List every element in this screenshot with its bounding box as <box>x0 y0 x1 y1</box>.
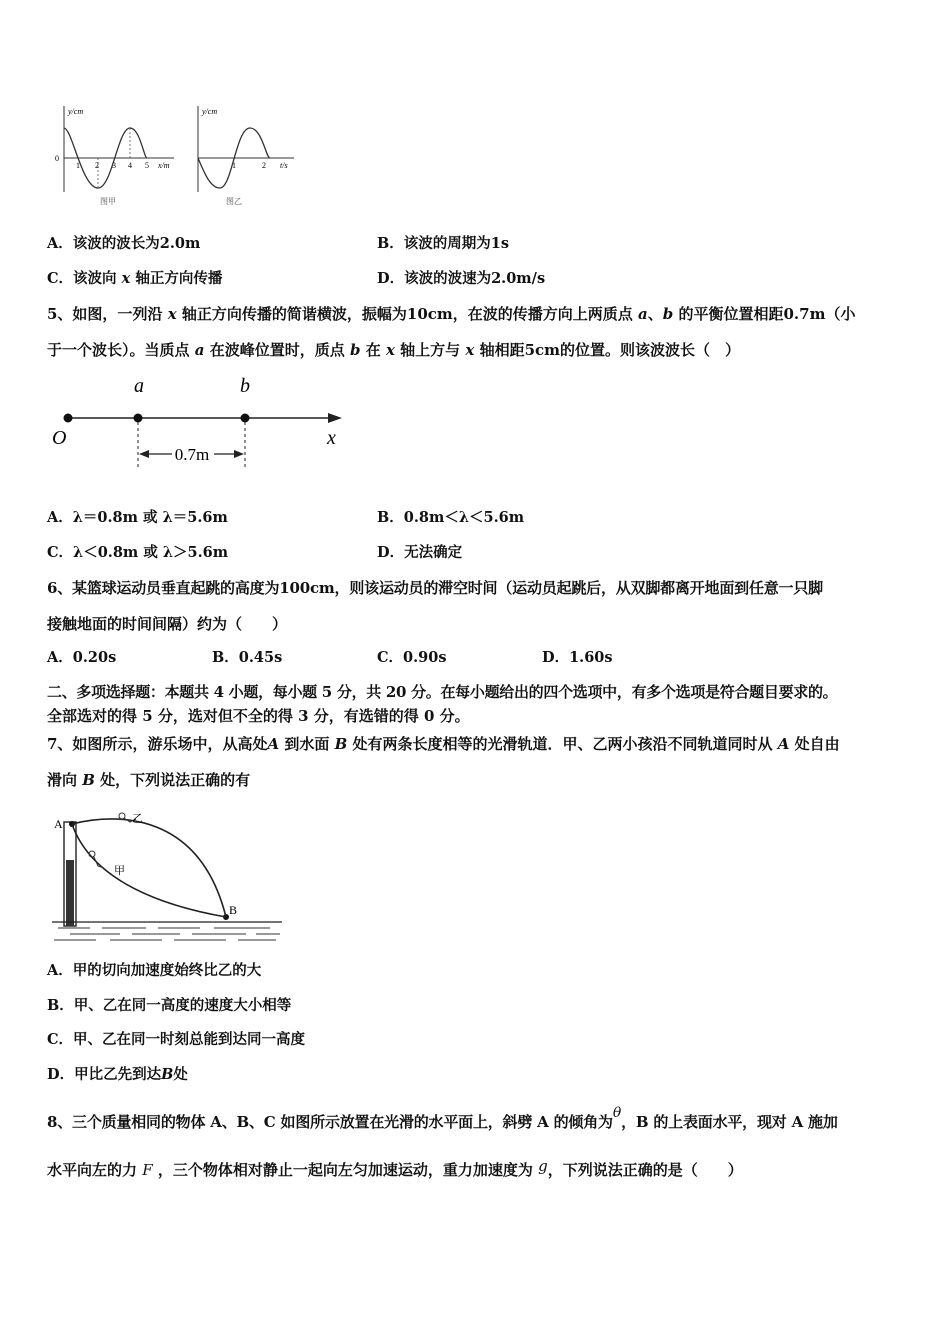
section2-heading-line1: 二、多项选择题：本题共 4 小题，每小题 5 分，共 20 分。在每小题给出的四个选项中，有多个选项是符合题目要求的。 <box>47 683 838 701</box>
graph-yi-tick-1: 1 <box>232 161 236 170</box>
track-jia <box>72 824 226 917</box>
q7-stem-line1: 7、如图所示，游乐场中，从高处A 到水面 B 处有两条长度相等的光滑轨道．甲、乙两小孩沿不同轨道同时从 A 处自由 <box>47 735 840 753</box>
q6-option-b[interactable]: B．0.45s <box>212 649 283 666</box>
graph-yi-caption: 图乙 <box>226 197 242 206</box>
q6-stem-line2: 接触地面的时间间隔）约为（ ） <box>47 615 288 633</box>
point-o <box>64 414 73 423</box>
gravity-symbol: g <box>538 1157 548 1175</box>
q6-option-c[interactable]: C．0.90s <box>377 649 447 666</box>
q7-stem-line2: 滑向 B 处，下列说法正确的有 <box>47 771 251 789</box>
graph-jia-tick-2: 2 <box>95 161 99 170</box>
q7-slide-figure <box>50 804 286 946</box>
q5-label-x: x <box>327 427 336 449</box>
q6-option-d[interactable]: D．1.60s <box>542 649 613 666</box>
force-symbol: F <box>142 1161 153 1179</box>
q5-label-a: a <box>134 375 144 397</box>
label-yi: 乙 <box>132 813 143 825</box>
q5-figure <box>46 372 356 472</box>
q5-stem-line1: 5、如图，一列沿 x 轴正方向传播的简谐横波，振幅为10cm，在波的传播方向上两质点 a、b 的平衡位置相距0.7m（小 <box>47 305 856 323</box>
graph-yi <box>198 106 294 206</box>
graph-jia-tick-5: 5 <box>145 161 149 170</box>
graph-jia <box>55 106 174 206</box>
q5-distance-label: 0.7m <box>174 445 210 464</box>
q6-stem-line1: 6、某篮球运动员垂直起跳的高度为100cm，则该运动员的滞空时间（运动员起跳后，从双脚都离开地面到任意一只脚 <box>47 579 823 597</box>
q4-option-b[interactable]: B．该波的周期为1s <box>377 235 510 252</box>
q4-option-d[interactable]: D．该波的波速为2.0m/s <box>377 270 546 287</box>
graph-jia-tick-3: 3 <box>112 161 116 170</box>
graph-jia-tick-4: 4 <box>128 161 132 170</box>
water-waves <box>54 928 280 940</box>
graph-jia-caption: 图甲 <box>100 197 116 206</box>
q7-option-b[interactable]: B．甲、乙在同一高度的速度大小相等 <box>47 997 292 1014</box>
q8-stem-line1: 8、三个质量相同的物体 A、B、C 如图所示放置在光滑的水平面上，斜劈 A 的倾角为θ，B 的上表面水平，现对 A 施加 <box>47 1105 838 1131</box>
graph-yi-ylabel: y/cm <box>202 107 218 116</box>
q8-stem-line2: 水平向左的力 F ，三个物体相对静止一起向左匀加速运动，重力加速度为 g，下列说法正确的是（ ） <box>47 1157 743 1179</box>
theta-symbol: θ <box>612 1105 622 1121</box>
graph-jia-xlabel: x/m <box>158 161 170 170</box>
q7-option-d[interactable]: D．甲比乙先到达B处 <box>47 1066 188 1083</box>
q4-option-c[interactable]: C．该波向 x 轴正方向传播 <box>47 270 223 287</box>
q5-option-b[interactable]: B．0.8m＜λ＜5.6m <box>377 509 525 526</box>
graph-yi-tick-2: 2 <box>262 161 266 170</box>
q5-label-b: b <box>240 375 250 397</box>
graph-jia-tick-1: 1 <box>76 161 80 170</box>
label-B: B <box>229 903 238 917</box>
q5-option-a[interactable]: A．λ＝0.8m 或 λ＝5.6m <box>47 509 228 526</box>
section2-heading-line2: 全部选对的得 5 分，选对但不全的得 3 分，有选错的得 0 分。 <box>47 707 470 725</box>
q5-stem-line2: 于一个波长）。当质点 a 在波峰位置时，质点 b 在 x 轴上方与 x 轴相距5cm的位置。则该波波长（ ） <box>47 341 741 359</box>
q7-option-c[interactable]: C．甲、乙在同一时刻总能到达同一高度 <box>47 1031 306 1048</box>
graph-jia-ylabel: y/cm <box>68 107 84 116</box>
label-jia: 甲 <box>114 865 125 877</box>
q5-option-d[interactable]: D．无法确定 <box>377 544 463 561</box>
q5-option-c[interactable]: C．λ＜0.8m 或 λ＞5.6m <box>47 544 229 561</box>
graph-yi-xlabel: t/s <box>280 161 288 170</box>
wave-graphs-figure <box>48 100 308 208</box>
q7-option-a[interactable]: A．甲的切向加速度始终比乙的大 <box>47 962 262 979</box>
kid-jia <box>89 851 104 868</box>
q5-label-o: O <box>52 427 67 449</box>
q6-option-a[interactable]: A．0.20s <box>47 649 117 666</box>
graph-jia-origin: 0 <box>55 154 59 163</box>
point-b <box>241 414 250 423</box>
label-A: A <box>54 817 63 831</box>
point-a <box>134 414 143 423</box>
tower-pillar <box>66 860 74 926</box>
q4-option-a[interactable]: A．该波的波长为2.0m <box>47 235 201 252</box>
track-yi <box>72 819 226 917</box>
